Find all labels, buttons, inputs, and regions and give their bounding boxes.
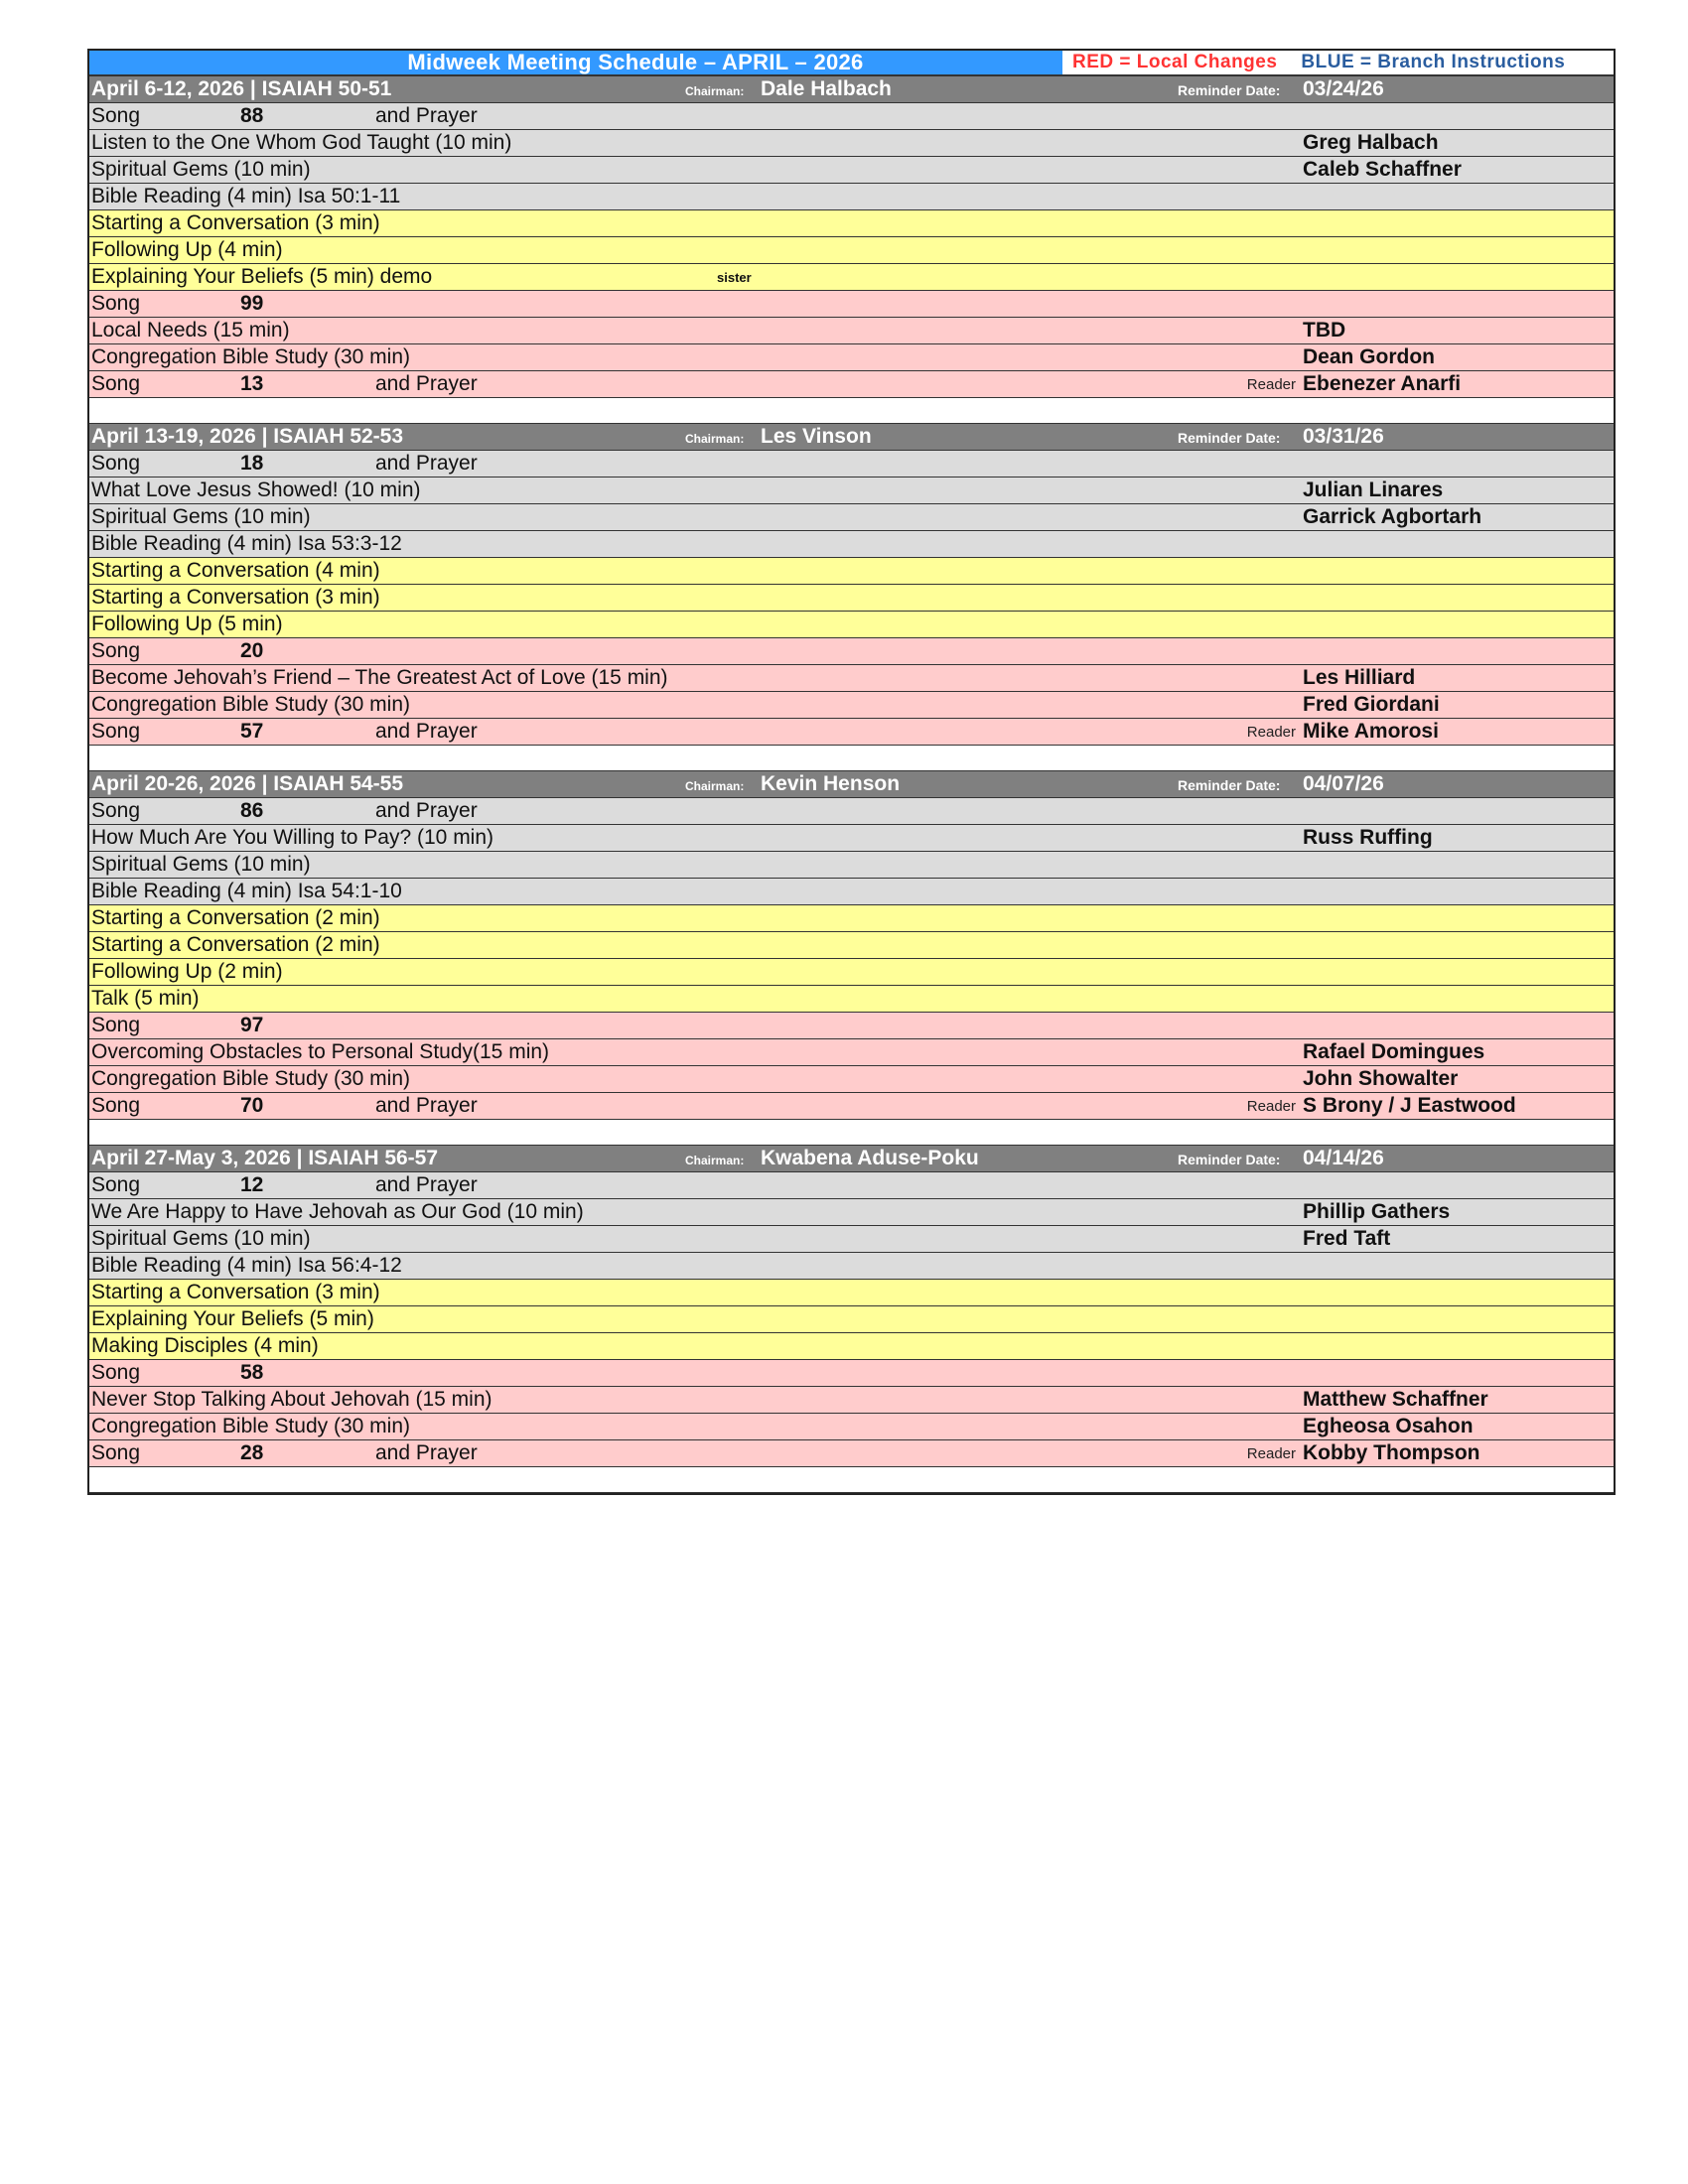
part-title: We Are Happy to Have Jehovah as Our God (10 min) xyxy=(91,1200,584,1223)
song-number: 20 xyxy=(240,639,264,662)
part-title: Spiritual Gems (10 min) xyxy=(91,853,311,876)
part-title: Congregation Bible Study (30 min) xyxy=(91,1415,411,1437)
reader-name: S Brony / J Eastwood xyxy=(1303,1094,1516,1117)
part-row xyxy=(89,852,1614,879)
part-title: What Love Jesus Showed! (10 min) xyxy=(91,478,421,501)
reader-name: Ebenezer Anarfi xyxy=(1303,372,1462,395)
part-title: Bible Reading (4 min) Isa 50:1-11 xyxy=(91,185,401,207)
reminder-date-label: Reminder Date: xyxy=(1178,1152,1281,1167)
part-title: Become Jehovah’s Friend – The Greatest Act of Love (15 min) xyxy=(91,666,668,689)
part-title: Congregation Bible Study (30 min) xyxy=(91,1067,411,1090)
part-row xyxy=(89,959,1614,986)
opening-song-row xyxy=(89,103,1614,130)
reader-label: Reader xyxy=(1246,1445,1296,1462)
closing-song-row xyxy=(89,1093,1614,1120)
part-row xyxy=(89,1306,1614,1333)
living-part-row xyxy=(89,1387,1614,1414)
song-number: 86 xyxy=(240,799,264,822)
part-assignee: Egheosa Osahon xyxy=(1303,1415,1474,1437)
closing-song-row xyxy=(89,1440,1614,1467)
song-number: 13 xyxy=(240,372,264,395)
weeks-container xyxy=(89,76,1614,1493)
part-assignee: John Showalter xyxy=(1303,1067,1459,1090)
part-row xyxy=(89,1199,1614,1226)
part-row xyxy=(89,1226,1614,1253)
part-assignee: Dean Gordon xyxy=(1303,345,1436,368)
part-row xyxy=(89,986,1614,1013)
title-row xyxy=(89,51,1614,76)
legend-branch-instructions: BLUE = Branch Instructions xyxy=(1301,52,1566,72)
living-part-row xyxy=(89,318,1614,344)
part-title: Starting a Conversation (3 min) xyxy=(91,211,380,234)
chairman-name: Dale Halbach xyxy=(761,77,892,100)
prayer-label: and Prayer xyxy=(375,104,478,127)
week-spacer xyxy=(89,1120,1614,1146)
part-assignee: Fred Giordani xyxy=(1303,693,1440,716)
part-row xyxy=(89,825,1614,852)
opening-song-row xyxy=(89,1172,1614,1199)
living-part-row xyxy=(89,665,1614,692)
part-title: Making Disciples (4 min) xyxy=(91,1334,319,1357)
part-assignee: Phillip Gathers xyxy=(1303,1200,1451,1223)
part-row xyxy=(89,184,1614,210)
week-title: April 27-May 3, 2026 | ISAIAH 56-57 xyxy=(91,1147,439,1169)
part-title: Explaining Your Beliefs (5 min) demo xyxy=(91,265,433,288)
song-label: Song xyxy=(91,639,141,662)
prayer-label: and Prayer xyxy=(375,799,478,822)
part-assignee: Rafael Domingues xyxy=(1303,1040,1485,1063)
prayer-label: and Prayer xyxy=(375,372,478,395)
part-assignee: Les Hilliard xyxy=(1303,666,1416,689)
part-title: Explaining Your Beliefs (5 min) xyxy=(91,1307,374,1330)
living-part-row xyxy=(89,344,1614,371)
reminder-date-label: Reminder Date: xyxy=(1178,430,1281,446)
part-title: Following Up (5 min) xyxy=(91,613,283,635)
song-number: 88 xyxy=(240,104,264,127)
week-title: April 13-19, 2026 | ISAIAH 52-53 xyxy=(91,425,404,448)
week-title: April 6-12, 2026 | ISAIAH 50-51 xyxy=(91,77,392,100)
part-title: Starting a Conversation (3 min) xyxy=(91,1281,380,1303)
part-title: Spiritual Gems (10 min) xyxy=(91,158,311,181)
part-row xyxy=(89,478,1614,504)
part-row xyxy=(89,1333,1614,1360)
week-header xyxy=(89,424,1614,451)
reader-label: Reader xyxy=(1246,376,1296,393)
prayer-label: and Prayer xyxy=(375,1441,478,1464)
middle-song-row xyxy=(89,291,1614,318)
opening-song-row xyxy=(89,798,1614,825)
week-header xyxy=(89,76,1614,103)
legend-local-changes: RED = Local Changes xyxy=(1072,52,1278,72)
middle-song-row xyxy=(89,638,1614,665)
part-row xyxy=(89,264,1614,291)
part-assignee: Garrick Agbortarh xyxy=(1303,505,1482,528)
part-title: Bible Reading (4 min) Isa 54:1-10 xyxy=(91,880,402,902)
prayer-label: and Prayer xyxy=(375,1094,478,1117)
part-row xyxy=(89,531,1614,558)
part-title: Congregation Bible Study (30 min) xyxy=(91,345,411,368)
chairman-label: Chairman: xyxy=(685,1154,745,1167)
song-number: 97 xyxy=(240,1014,264,1036)
living-part-row xyxy=(89,1066,1614,1093)
part-assignee: TBD xyxy=(1303,319,1346,341)
chairman-name: Les Vinson xyxy=(761,425,872,448)
part-assignee: Russ Ruffing xyxy=(1303,826,1433,849)
week-spacer xyxy=(89,746,1614,771)
chairman-name: Kwabena Aduse-Poku xyxy=(761,1147,979,1169)
week-header xyxy=(89,771,1614,798)
part-row xyxy=(89,130,1614,157)
reminder-date-label: Reminder Date: xyxy=(1178,82,1281,98)
part-row xyxy=(89,1253,1614,1280)
part-title: Following Up (2 min) xyxy=(91,960,283,983)
part-title: Starting a Conversation (2 min) xyxy=(91,906,380,929)
part-row xyxy=(89,1280,1614,1306)
part-title: Talk (5 min) xyxy=(91,987,200,1010)
song-label: Song xyxy=(91,1094,141,1117)
song-number: 57 xyxy=(240,720,264,743)
part-row xyxy=(89,237,1614,264)
middle-song-row xyxy=(89,1013,1614,1039)
living-part-row xyxy=(89,692,1614,719)
part-title: Spiritual Gems (10 min) xyxy=(91,1227,311,1250)
reader-name: Kobby Thompson xyxy=(1303,1441,1480,1464)
part-row xyxy=(89,879,1614,905)
part-title: Starting a Conversation (2 min) xyxy=(91,933,380,956)
chairman-label: Chairman: xyxy=(685,432,745,446)
song-label: Song xyxy=(91,372,141,395)
reminder-date: 04/07/26 xyxy=(1303,772,1384,795)
part-title: Listen to the One Whom God Taught (10 min) xyxy=(91,131,512,154)
part-row xyxy=(89,210,1614,237)
part-row xyxy=(89,558,1614,585)
song-number: 28 xyxy=(240,1441,264,1464)
part-title: Following Up (4 min) xyxy=(91,238,283,261)
song-label: Song xyxy=(91,292,141,315)
part-row xyxy=(89,585,1614,612)
part-title: Starting a Conversation (3 min) xyxy=(91,586,380,609)
song-number: 70 xyxy=(240,1094,264,1117)
part-row xyxy=(89,932,1614,959)
song-number: 12 xyxy=(240,1173,264,1196)
prayer-label: and Prayer xyxy=(375,1173,478,1196)
chairman-label: Chairman: xyxy=(685,779,745,793)
part-title: Bible Reading (4 min) Isa 53:3-12 xyxy=(91,532,402,555)
reminder-date-label: Reminder Date: xyxy=(1178,777,1281,793)
closing-song-row xyxy=(89,719,1614,746)
closing-song-row xyxy=(89,371,1614,398)
song-label: Song xyxy=(91,720,141,743)
song-label: Song xyxy=(91,452,141,475)
song-label: Song xyxy=(91,1441,141,1464)
reader-name: Mike Amorosi xyxy=(1303,720,1439,743)
part-row xyxy=(89,612,1614,638)
living-part-row xyxy=(89,1414,1614,1440)
week-spacer xyxy=(89,1467,1614,1493)
song-number: 58 xyxy=(240,1361,264,1384)
song-label: Song xyxy=(91,1014,141,1036)
part-row xyxy=(89,504,1614,531)
part-row xyxy=(89,905,1614,932)
schedule-title: Midweek Meeting Schedule – APRIL – 2026 xyxy=(89,51,1062,74)
part-assignee: Greg Halbach xyxy=(1303,131,1439,154)
part-assignee: Fred Taft xyxy=(1303,1227,1391,1250)
song-number: 18 xyxy=(240,452,264,475)
part-row xyxy=(89,157,1614,184)
part-assignee: Caleb Schaffner xyxy=(1303,158,1462,181)
chairman-label: Chairman: xyxy=(685,84,745,98)
prayer-label: and Prayer xyxy=(375,452,478,475)
part-title: Never Stop Talking About Jehovah (15 min) xyxy=(91,1388,492,1411)
reminder-date: 04/14/26 xyxy=(1303,1147,1384,1169)
living-part-row xyxy=(89,1039,1614,1066)
part-note: sister xyxy=(717,270,752,285)
part-title: Bible Reading (4 min) Isa 56:4-12 xyxy=(91,1254,402,1277)
part-title: How Much Are You Willing to Pay? (10 min) xyxy=(91,826,494,849)
chairman-name: Kevin Henson xyxy=(761,772,901,795)
schedule-sheet xyxy=(87,49,1616,1495)
week-spacer xyxy=(89,398,1614,424)
song-label: Song xyxy=(91,1361,141,1384)
reminder-date: 03/31/26 xyxy=(1303,425,1384,448)
color-legend xyxy=(1062,51,1614,74)
part-title: Spiritual Gems (10 min) xyxy=(91,505,311,528)
reminder-date: 03/24/26 xyxy=(1303,77,1384,100)
song-label: Song xyxy=(91,799,141,822)
part-title: Congregation Bible Study (30 min) xyxy=(91,693,411,716)
part-assignee: Matthew Schaffner xyxy=(1303,1388,1488,1411)
opening-song-row xyxy=(89,451,1614,478)
week-title: April 20-26, 2026 | ISAIAH 54-55 xyxy=(91,772,404,795)
week-header xyxy=(89,1146,1614,1172)
song-label: Song xyxy=(91,104,141,127)
part-title: Overcoming Obstacles to Personal Study(15 min) xyxy=(91,1040,550,1063)
reader-label: Reader xyxy=(1246,1098,1296,1115)
prayer-label: and Prayer xyxy=(375,720,478,743)
part-title: Starting a Conversation (4 min) xyxy=(91,559,380,582)
middle-song-row xyxy=(89,1360,1614,1387)
part-assignee: Julian Linares xyxy=(1303,478,1444,501)
song-label: Song xyxy=(91,1173,141,1196)
part-title: Local Needs (15 min) xyxy=(91,319,290,341)
song-number: 99 xyxy=(240,292,264,315)
reader-label: Reader xyxy=(1246,724,1296,741)
